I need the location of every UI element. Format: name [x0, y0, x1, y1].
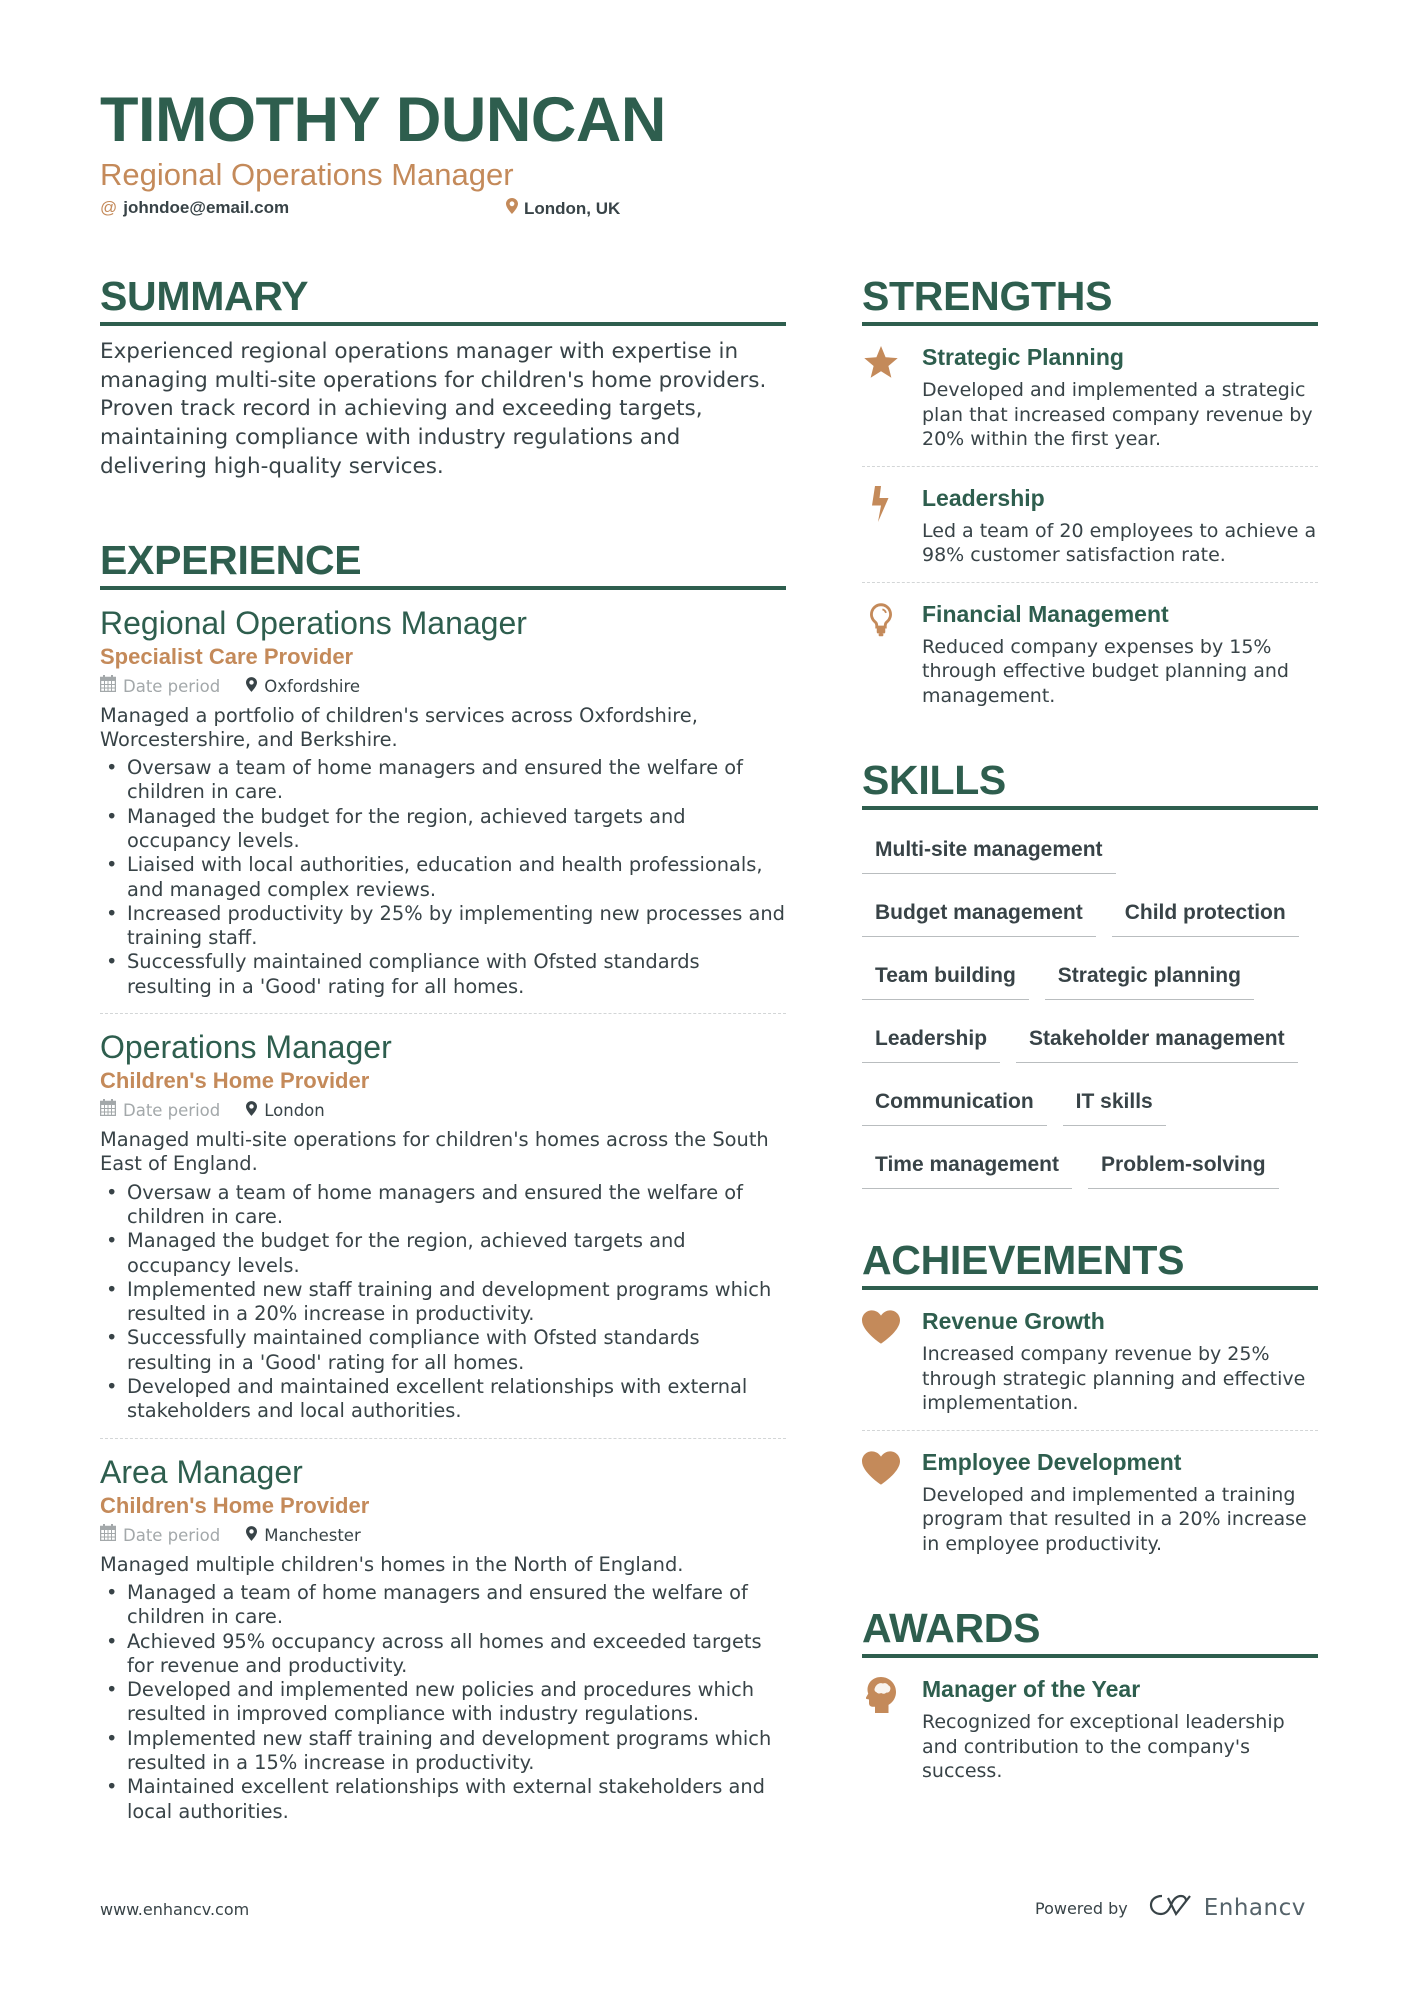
job-bullet: • Implemented new staff training and development programs which resulted in a 15% increase in productivity.	[100, 1727, 786, 1776]
candidate-name: TIMOTHY DUNCAN	[100, 85, 666, 155]
job-location-text: Manchester	[264, 1525, 361, 1545]
resume-header	[100, 84, 800, 224]
job-bullet: • Liaised with local authorities, education and health professionals, and managed complex reviews.	[100, 853, 786, 902]
strengths-section	[862, 272, 1318, 708]
strength-description: Reduced company expenses by 15% through effective budget planning and management.	[922, 635, 1289, 707]
calendar-icon	[100, 1523, 116, 1549]
map-pin-icon	[246, 674, 257, 700]
job-date-text: Date period	[123, 676, 221, 696]
strength-description: Led a team of 20 employees to achieve a 98% customer satisfaction rate.	[922, 519, 1317, 566]
skill-chip: Budget management	[862, 887, 1096, 937]
job-meta	[100, 1098, 786, 1124]
enhancv-logo-icon	[1148, 1893, 1194, 1923]
map-pin-icon	[246, 1098, 257, 1124]
contact-email[interactable]	[100, 198, 289, 218]
skill-chip: Strategic planning	[1045, 950, 1254, 1000]
lightbulb-icon	[862, 601, 900, 639]
job-title: Regional Operations Manager	[100, 604, 527, 641]
skill-chip: Child protection	[1112, 887, 1299, 937]
achievement-description: Developed and implemented a training program that resulted in a 20% increase in employee productivity.	[922, 1483, 1307, 1555]
at-icon: @	[100, 198, 118, 217]
experience-entry	[100, 1453, 786, 1824]
job-date	[100, 1523, 220, 1549]
skills-list	[862, 824, 1318, 1202]
enhancv-logo[interactable]	[1148, 1893, 1306, 1923]
experience-section	[100, 536, 786, 1824]
achievement-item	[862, 1306, 1318, 1416]
map-pin-icon	[506, 198, 518, 219]
job-date-text: Date period	[123, 1525, 221, 1545]
summary-heading: SUMMARY	[100, 272, 786, 326]
job-date-text: Date period	[123, 1101, 221, 1121]
company-name: Children's Home Provider	[100, 1068, 370, 1094]
company-name: Specialist Care Provider	[100, 643, 354, 669]
job-bullet: • Developed and implemented new policies and procedures which resulted in improved compliance with industry regulations.	[100, 1678, 786, 1727]
skill-chip: Stakeholder management	[1016, 1013, 1298, 1063]
strengths-heading: STRENGTHS	[862, 272, 1318, 326]
footer-website[interactable]: www.enhancv.com	[100, 1900, 250, 1919]
job-bullet: • Oversaw a team of home managers and ensured the welfare of children in care.	[100, 756, 786, 805]
star-icon	[862, 344, 900, 382]
strength-title: Leadership	[922, 484, 1045, 511]
strength-item	[862, 599, 1318, 709]
achievement-title: Employee Development	[922, 1448, 1182, 1475]
job-meta	[100, 1523, 786, 1549]
item-divider	[862, 1430, 1318, 1431]
job-bullet: • Managed a team of home managers and ensured the welfare of children in care.	[100, 1581, 786, 1630]
awards-section	[862, 1604, 1318, 1784]
map-pin-icon	[246, 1523, 257, 1549]
job-title: Area Manager	[100, 1453, 303, 1490]
strength-title: Financial Management	[922, 600, 1169, 627]
job-bullets	[100, 1581, 786, 1824]
job-location-text: Oxfordshire	[264, 676, 361, 696]
skill-chip: Time management	[862, 1139, 1072, 1189]
award-item	[862, 1674, 1318, 1784]
right-column	[862, 272, 1318, 1784]
job-bullet: • Managed the budget for the region, achieved targets and occupancy levels.	[100, 805, 786, 854]
awards-heading: AWARDS	[862, 1604, 1318, 1658]
strength-item	[862, 342, 1318, 452]
calendar-icon	[100, 1098, 116, 1124]
skill-chip: Leadership	[862, 1013, 1000, 1063]
calendar-icon	[100, 674, 116, 700]
contact-row	[100, 198, 800, 224]
strength-title: Strategic Planning	[922, 344, 1124, 370]
experience-entry	[100, 1028, 786, 1424]
job-date	[100, 674, 220, 700]
item-divider	[862, 582, 1318, 583]
job-location	[246, 674, 360, 700]
job-date	[100, 1098, 220, 1124]
job-description: Managed a portfolio of children's services across Oxfordshire, Worcestershire, and Berkshire.	[100, 703, 698, 751]
job-title: Operations Manager	[100, 1029, 392, 1066]
achievement-title: Revenue Growth	[922, 1308, 1105, 1334]
job-bullets	[100, 756, 786, 999]
footer-branding	[1035, 1893, 1306, 1923]
heart-icon	[862, 1449, 900, 1487]
job-bullet: • Managed the budget for the region, achieved targets and occupancy levels.	[100, 1229, 786, 1278]
location-text: London, UK	[524, 198, 621, 218]
entry-divider	[100, 1013, 786, 1014]
skill-chip: Communication	[862, 1076, 1047, 1126]
contact-location	[506, 198, 620, 219]
job-description: Managed multiple children's homes in the North of England.	[100, 1552, 684, 1576]
skill-chip: Problem-solving	[1088, 1139, 1279, 1189]
powered-by-label: Powered by	[1035, 1898, 1128, 1918]
job-location	[246, 1098, 324, 1124]
entry-divider	[100, 1438, 786, 1439]
job-bullets	[100, 1181, 786, 1424]
skills-heading: SKILLS	[862, 756, 1318, 810]
job-bullet: • Developed and maintained excellent relationships with external stakeholders and local authorities.	[100, 1375, 786, 1424]
achievements-heading: ACHIEVEMENTS	[862, 1236, 1318, 1290]
skill-chip: Team building	[862, 950, 1029, 1000]
job-bullet: • Increased productivity by 25% by implementing new processes and training staff.	[100, 902, 786, 951]
job-bullet: • Implemented new staff training and development programs which resulted in a 20% increase in productivity.	[100, 1278, 786, 1327]
award-description: Recognized for exceptional leadership and contribution to the company's success.	[922, 1711, 1285, 1782]
candidate-title: Regional Operations Manager	[100, 157, 514, 192]
enhancv-logo-text: Enhancv	[1203, 1895, 1306, 1921]
job-bullet: • Successfully maintained compliance with Ofsted standards resulting in a 'Good' rating for all homes.	[100, 950, 786, 999]
strength-description: Developed and implemented a strategic plan that increased company revenue by 20% within the first year.	[922, 379, 1313, 450]
summary-text: Experienced regional operations manager with expertise in managing multi-site operations for children's home providers. Proven track record in achieving and exceeding targets, maintaining compliance with industry regulations and delivering high-quality services.	[100, 339, 767, 479]
job-meta	[100, 674, 786, 700]
job-bullet: • Successfully maintained compliance with Ofsted standards resulting in a 'Good' rating for all homes.	[100, 1326, 786, 1375]
left-column	[100, 272, 786, 1824]
award-title: Manager of the Year	[922, 1676, 1141, 1702]
email-text: johndoe@email.com	[123, 198, 290, 217]
company-name: Children's Home Provider	[100, 1492, 370, 1518]
item-divider	[862, 466, 1318, 467]
achievement-description: Increased company revenue by 25% through strategic planning and effective implementation.	[922, 1343, 1306, 1414]
achievement-item	[862, 1447, 1318, 1557]
achievements-section	[862, 1236, 1318, 1556]
experience-heading: EXPERIENCE	[100, 536, 786, 590]
job-bullet: • Achieved 95% occupancy across all homes and exceeded targets for revenue and productivity.	[100, 1630, 786, 1679]
summary-section	[100, 272, 786, 482]
skill-chip: IT skills	[1063, 1076, 1166, 1126]
heart-icon	[862, 1308, 900, 1346]
job-description: Managed multi-site operations for children's homes across the South East of England.	[100, 1128, 769, 1176]
lightning-bolt-icon	[862, 485, 900, 523]
head-brain-icon	[862, 1676, 900, 1714]
job-bullet: • Oversaw a team of home managers and ensured the welfare of children in care.	[100, 1181, 786, 1230]
job-location	[246, 1523, 361, 1549]
job-bullet: • Maintained excellent relationships with external stakeholders and local authorities.	[100, 1775, 786, 1824]
experience-entry	[100, 604, 786, 1000]
job-location-text: London	[264, 1101, 325, 1121]
skills-section	[862, 756, 1318, 1202]
strength-item	[862, 483, 1318, 568]
skill-chip: Multi-site management	[862, 824, 1116, 874]
